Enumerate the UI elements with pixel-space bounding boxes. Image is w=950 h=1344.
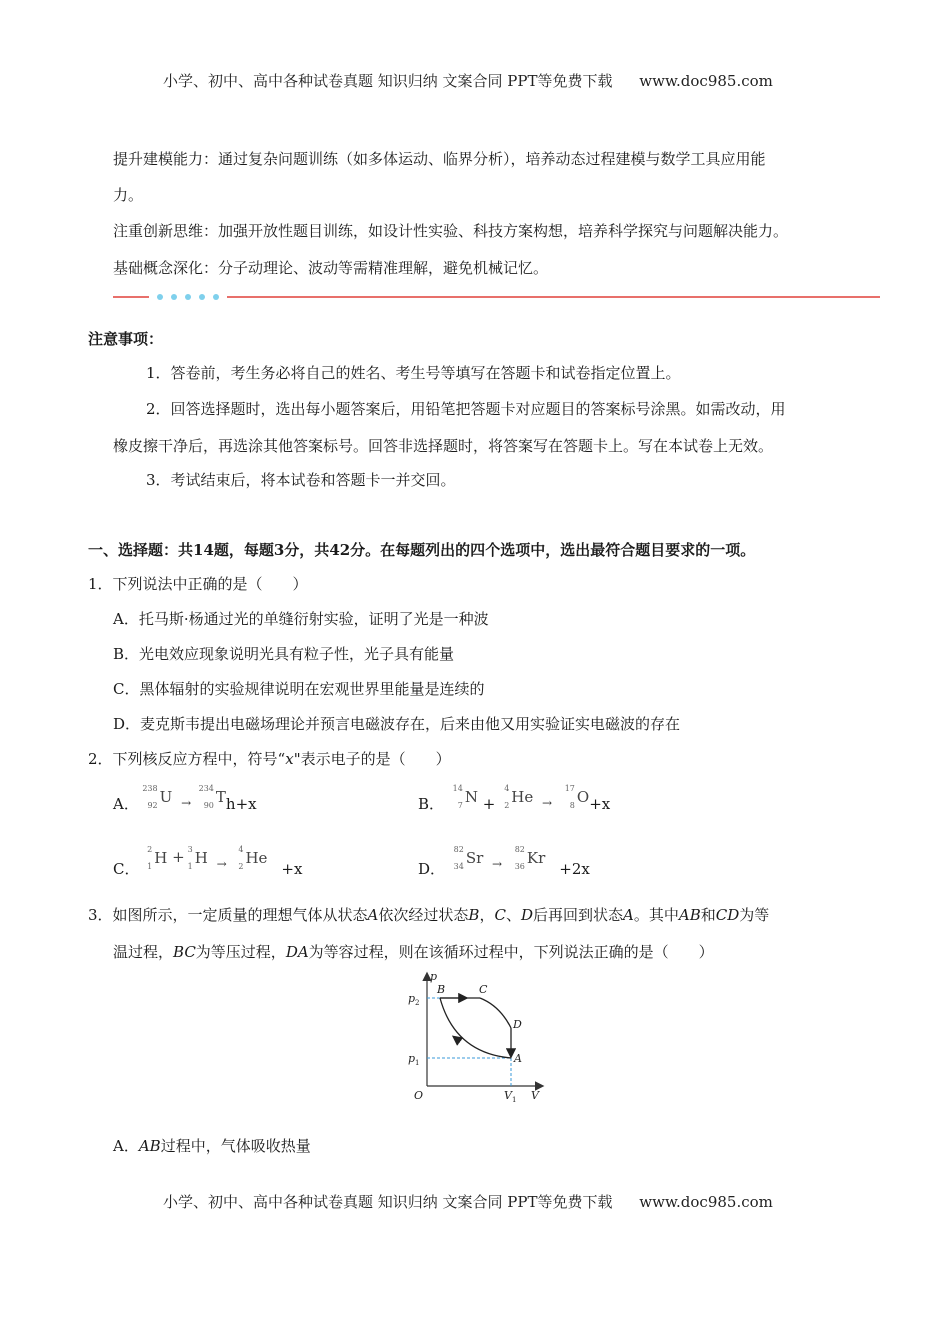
footer-url[interactable]: www.doc985.com — [639, 1193, 773, 1211]
text: 3．如图所示，一定质量的理想气体从状态 — [88, 906, 368, 924]
process-cd-curve — [480, 998, 511, 1028]
process-ab-arrow — [454, 1037, 458, 1040]
q2-stem-x: x — [285, 750, 294, 768]
divider-dot — [171, 294, 177, 300]
equation-tail: +x — [589, 795, 611, 813]
atomic-number: 1 — [187, 862, 193, 871]
text: 过程中，气体吸收热量 — [160, 1137, 311, 1155]
q3-option-a — [113, 1135, 311, 1156]
divider-dot — [199, 294, 205, 300]
page-header — [163, 70, 773, 91]
nuclide-symbol: He — [245, 849, 268, 867]
header-text: 小学、初中、高中各种试卷真题 知识归纳 文案合同 PPT等免费下载 — [163, 72, 613, 90]
reaction-arrow: → — [492, 857, 503, 871]
state-c: C — [494, 906, 506, 924]
text: 温过程， — [113, 943, 174, 961]
state-a: A — [623, 906, 634, 924]
nuclide-symbol: H — [194, 849, 208, 867]
nuclide-prefix — [561, 784, 577, 810]
nuclide-symbol: H — [154, 849, 168, 867]
text: 为等 — [739, 906, 770, 924]
nuclide-prefix — [450, 845, 466, 871]
q2-c-label: C． — [113, 860, 140, 878]
divider-line-right — [227, 296, 880, 298]
text: 。其中 — [633, 906, 679, 924]
mass-number: 234 — [198, 784, 214, 793]
nuclide-prefix — [144, 845, 154, 871]
mass-number: 238 — [142, 784, 158, 793]
reaction-arrow: → — [542, 796, 553, 810]
page-footer — [163, 1191, 773, 1212]
header-url[interactable]: www.doc985.com — [639, 72, 773, 90]
q3-line2 — [113, 941, 714, 962]
nuclide-prefix — [144, 784, 160, 810]
atomic-number: 2 — [238, 862, 244, 871]
intro-line2: 注重创新思维：加强开放性题目训练，如设计性实验、科技方案构想，培养科学探究与问题解决能力。 — [113, 222, 789, 240]
atomic-number: 34 — [453, 862, 464, 871]
q2-option-b — [418, 784, 610, 814]
state-b: B — [468, 906, 480, 924]
mass-number: 4 — [238, 845, 244, 854]
q2-option-d — [418, 845, 590, 879]
equation-tail: h+x — [225, 795, 257, 813]
q1-option-d: D．麦克斯韦提出电磁场理论并预言电磁波存在，后来由他又用实验证实电磁波的存在 — [113, 715, 681, 733]
nuclide-symbol: O — [576, 788, 590, 806]
q2-option-a — [113, 784, 257, 814]
plus-sign: + — [172, 848, 185, 866]
nuclide-symbol: U — [159, 788, 173, 806]
q1-option-b: B．光电效应现象说明光具有粒子性，光子具有能量 — [113, 645, 455, 663]
p-axis-label: p — [430, 970, 438, 983]
q3-line1 — [88, 904, 769, 925]
q1-option-a: A．托马斯·杨通过光的单缝衍射实验，证明了光是一种波 — [113, 610, 489, 628]
mass-number: 17 — [564, 784, 575, 793]
nuclide-symbol: N — [464, 788, 478, 806]
atomic-number: 2 — [504, 801, 510, 810]
plus-sign: + — [482, 795, 496, 813]
nuclide-symbol: He — [511, 788, 534, 806]
q2-stem-pre: 2．下列核反应方程中，符号“ — [88, 750, 286, 768]
note-1: 1．答卷前，考生务必将自己的姓名、考生号等填写在答题卡和试卷指定位置上。 — [146, 364, 681, 382]
text: 后再回到状态 — [532, 906, 623, 924]
q2-option-c — [113, 845, 302, 879]
note-3: 3．考试结束后，将本试卷和答题卡一并交回。 — [146, 471, 456, 489]
q2-a-label: A． — [113, 795, 139, 813]
process-ab: AB — [678, 906, 701, 924]
notes-title: 注意事项： — [88, 330, 164, 348]
text: 、 — [505, 906, 521, 924]
q2-stem-post: "表示电子的是（ ） — [293, 750, 451, 768]
text: A． — [113, 1137, 139, 1155]
text: 和 — [700, 906, 716, 924]
nuclide-symbol: Kr — [526, 849, 546, 867]
mass-number: 2 — [147, 845, 153, 854]
reaction-arrow: → — [216, 857, 227, 871]
state-d-label: D — [513, 1018, 522, 1031]
note-2a: 2．回答选择题时，选出每小题答案后，用铅笔把答题卡对应题目的答案标号涂黑。如需改动，用 — [146, 400, 786, 418]
text: ， — [479, 906, 495, 924]
origin-label: O — [414, 1089, 424, 1102]
state-b-label: B — [437, 983, 446, 996]
process-bc: BC — [173, 943, 196, 961]
divider-dot — [185, 294, 191, 300]
mass-number: 82 — [514, 845, 525, 854]
q2-d-label: D． — [418, 860, 446, 878]
v1-label: $V_1$ — [504, 1089, 517, 1104]
p1-label: $p_1$ — [408, 1052, 420, 1067]
mass-number: 82 — [453, 845, 464, 854]
text: 依次经过状态 — [378, 906, 469, 924]
nuclide-prefix — [235, 845, 245, 871]
reaction-arrow: → — [181, 796, 192, 810]
divider-line-left — [113, 296, 149, 298]
q1-option-c: C．黑体辐射的实验规律说明在宏观世界里能量是连续的 — [113, 680, 485, 698]
p2-label: $p_2$ — [408, 992, 420, 1007]
text: 为等容过程，则在该循环过程中，下列说法正确的是（ ） — [308, 943, 714, 961]
q2-b-label: B． — [418, 795, 445, 813]
equation-tail: +x — [281, 860, 303, 878]
state-d: D — [520, 906, 533, 924]
q2-stem — [88, 748, 451, 769]
footer-text: 小学、初中、高中各种试卷真题 知识归纳 文案合同 PPT等免费下载 — [163, 1193, 613, 1211]
mass-number: 3 — [187, 845, 193, 854]
nuclide-symbol: Sr — [465, 849, 484, 867]
process-cd: CD — [715, 906, 740, 924]
divider-dot — [157, 294, 163, 300]
nuclide-prefix — [495, 784, 511, 810]
nuclide-prefix — [511, 845, 527, 871]
atomic-number: 1 — [147, 862, 153, 871]
v-axis-label: V — [531, 1089, 539, 1102]
text: 为等压过程， — [195, 943, 286, 961]
pv-diagram — [400, 968, 560, 1104]
process-ab-curve — [440, 998, 511, 1058]
nuclide-symbol: T — [215, 788, 226, 806]
nuclide-prefix — [185, 845, 195, 871]
atomic-number: 90 — [203, 801, 214, 810]
mass-number: 14 — [452, 784, 463, 793]
nuclide-prefix — [200, 784, 216, 810]
mass-number: 4 — [504, 784, 510, 793]
intro-line1b: 力。 — [113, 186, 144, 204]
process-da: DA — [285, 943, 309, 961]
atomic-number: 8 — [569, 801, 575, 810]
process-ab: AB — [138, 1137, 161, 1155]
atomic-number: 36 — [514, 862, 525, 871]
nuclide-prefix — [449, 784, 465, 810]
equation-tail: +2x — [559, 860, 590, 878]
state-c-label: C — [479, 983, 488, 996]
intro-line3: 基础概念深化：分子动理论、波动等需精准理解，避免机械记忆。 — [113, 259, 549, 277]
intro-line1: 提升建模能力：通过复杂问题训练（如多体运动、临界分析），培养动态过程建模与数学工具应用能 — [113, 150, 766, 168]
atomic-number: 92 — [147, 801, 158, 810]
note-2b: 橡皮擦干净后，再选涂其他答案标号。回答非选择题时，将答案写在答题卡上。写在本试卷上无效。 — [113, 437, 774, 455]
section1-title: 一、选择题：共14题，每题3分，共42分。在每题列出的四个选项中，选出最符合题目要求的一项。 — [88, 541, 756, 559]
section-divider — [113, 294, 880, 300]
state-a-label: A — [514, 1052, 522, 1065]
state-a: A — [367, 906, 379, 924]
atomic-number: 7 — [457, 801, 463, 810]
q1-stem: 1．下列说法中正确的是（ ） — [88, 575, 308, 593]
divider-dot — [213, 294, 219, 300]
